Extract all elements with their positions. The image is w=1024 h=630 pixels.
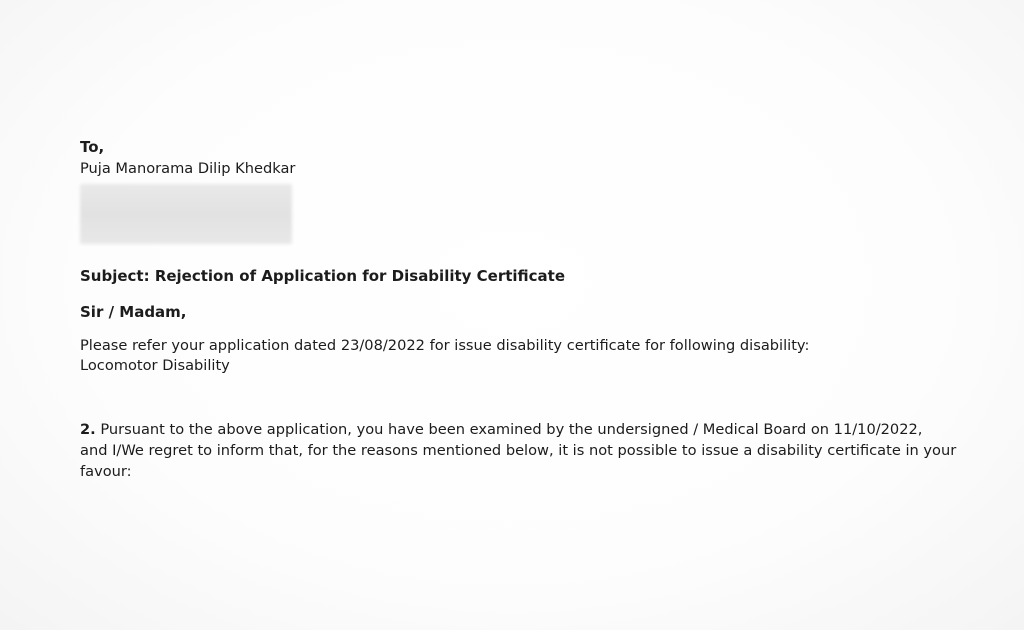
paragraph-1 <box>80 336 1015 376</box>
paragraph-2-line-2: and I/We regret to inform that, for the reasons mentioned below, it is not possible to issue a disability certificate in your <box>80 442 957 459</box>
letter-body <box>80 137 1015 483</box>
recipient-name: Puja Manorama Dilip Khedkar <box>80 160 296 177</box>
paragraph-2-number: 2. <box>80 421 96 438</box>
to-label: To, <box>80 138 105 156</box>
paragraph-1-line-1: Please refer your application dated 23/08/2022 for issue disability certificate for following disability: <box>80 337 810 354</box>
paragraph-2 <box>80 420 1015 483</box>
paragraph-2-line-3: favour: <box>80 463 132 480</box>
subject-line: Subject: Rejection of Application for Disability Certificate <box>80 267 566 285</box>
paragraph-2-line-1-text: Pursuant to the above application, you have been examined by the undersigned / Medical Board on 11/10/2022, <box>95 421 923 438</box>
paragraph-2-line-1 <box>80 420 1015 441</box>
redacted-address-block <box>80 184 292 244</box>
salutation: Sir / Madam, <box>80 303 187 321</box>
paragraph-1-line-2: Locomotor Disability <box>80 357 230 374</box>
